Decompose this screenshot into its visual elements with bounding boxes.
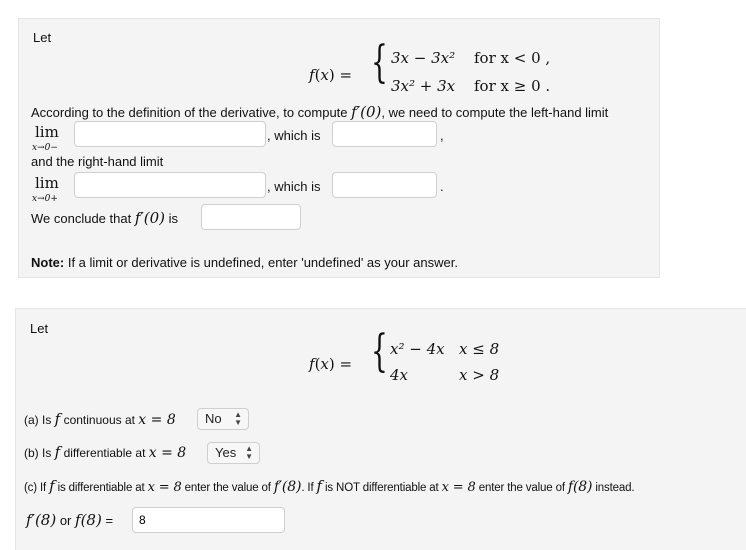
function-lhs: f(x) = bbox=[309, 66, 353, 84]
right-lim-sub: x→0+ bbox=[32, 194, 58, 204]
left-limit-value-input[interactable] bbox=[332, 121, 437, 147]
case-2-cond: for x ≥ 0 . bbox=[474, 77, 551, 95]
answer-label: f′(8) or f(8) = bbox=[26, 511, 114, 529]
question-b: (b) Is f differentiable at x = 8 bbox=[24, 443, 187, 461]
case-2-expr: 3x² + 3x bbox=[391, 77, 456, 95]
case-1-cond: x ≤ 8 bbox=[459, 340, 500, 358]
case-1-expr: 3x − 3x² bbox=[391, 49, 456, 67]
right-lim-word: lim bbox=[35, 174, 59, 192]
cases-brace: { bbox=[371, 37, 388, 88]
note: Note: If a limit or derivative is undefined, enter 'undefined' as your answer. bbox=[31, 255, 458, 270]
question-a: (a) Is f continuous at x = 8 bbox=[24, 410, 176, 428]
problem-2-panel bbox=[15, 308, 746, 550]
comma: , bbox=[440, 128, 444, 143]
f-prime-0: f′(0) bbox=[134, 209, 166, 227]
differentiability-select[interactable]: Yes ▲ ▼ bbox=[207, 442, 260, 464]
right-hand-label: and the right-hand limit bbox=[31, 154, 164, 169]
case-2-cond: x > 8 bbox=[459, 366, 500, 384]
which-is-label: , which is bbox=[267, 179, 321, 194]
which-is-label: , which is bbox=[267, 128, 321, 143]
case-1-expr: x² − 4x bbox=[390, 340, 445, 358]
f-prime-0: f′(0) bbox=[351, 103, 382, 121]
let-label: Let bbox=[30, 321, 49, 336]
conclude-sentence: We conclude that f′(0) is bbox=[31, 209, 179, 227]
period: . bbox=[440, 179, 444, 194]
intro-sentence: According to the definition of the derivative, to compute f′(0), we need to compute the left-hand limit bbox=[31, 103, 609, 121]
right-limit-expression-input[interactable] bbox=[74, 172, 266, 198]
function-lhs: f(x) = bbox=[309, 355, 353, 373]
cases-brace: { bbox=[371, 326, 388, 377]
derivative-input[interactable] bbox=[201, 204, 301, 230]
right-limit-value-input[interactable] bbox=[332, 172, 437, 198]
let-label: Let bbox=[33, 30, 52, 45]
left-lim-sub: x→0− bbox=[32, 143, 58, 153]
updown-arrows-icon: ▲ ▼ bbox=[234, 410, 242, 427]
continuity-select[interactable]: No ▲ ▼ bbox=[197, 408, 249, 430]
note-label: Note: bbox=[31, 255, 65, 270]
case-1-cond: for x < 0 , bbox=[474, 49, 551, 67]
left-lim-word: lim bbox=[35, 123, 59, 141]
left-limit-expression-input[interactable] bbox=[74, 121, 266, 147]
problem-1-panel bbox=[18, 18, 660, 278]
updown-arrows-icon: ▲ ▼ bbox=[245, 444, 253, 461]
case-2-expr: 4x bbox=[390, 366, 409, 384]
answer-input[interactable] bbox=[132, 507, 285, 533]
question-c: (c) If f is differentiable at x = 8 enter the value of f′(8). If f is NOT differentiable at x = 8 enter the value of f(8) instead. bbox=[24, 477, 635, 495]
